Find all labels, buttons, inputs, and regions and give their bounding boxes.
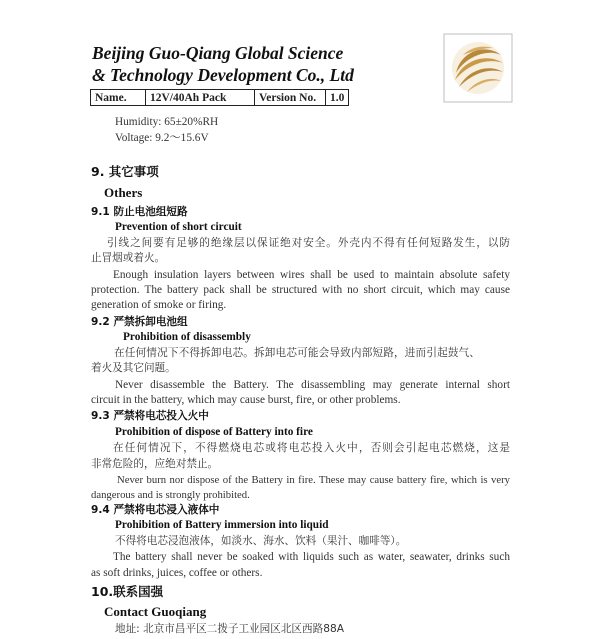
section-9-4-zh-line1: 不得将电芯浸泡液体，如淡水、海水、饮料（果汁、咖啡等）。 — [115, 535, 407, 547]
section-9-4-en-line2: as soft drinks, juices, coffee or others. — [91, 567, 263, 579]
section-9-3-en-line2: dangerous and is strongly prohibited. — [91, 489, 250, 501]
section-9-2-zh-line1: 在任何情况下不得拆卸电芯。拆卸电芯可能会导致内部短路，进而引起鼓气、 — [114, 347, 480, 359]
section-9-3-title: 9.3 严禁将电芯投入火中 — [91, 410, 209, 422]
name-label: Name. — [91, 90, 146, 106]
section-9-3-zh-line2: 非常危险的，应绝对禁止。 — [91, 458, 219, 470]
company-name-line1: Beijing Guo-Qiang Global Science — [92, 43, 344, 63]
name-value: 12V/40Ah Pack — [146, 90, 255, 106]
section-9-3-zh-line1: 在任何情况下，不得燃烧电芯或将电芯投入火中，否则会引起电芯燃烧，这是 — [113, 442, 510, 454]
company-name — [92, 42, 354, 86]
section-9-1-zh-line2: 止冒烟或着火。 — [91, 252, 166, 264]
section-9-2-en-line2: circuit in the battery, which may cause burst, fire, or other problems. — [91, 394, 401, 406]
section-9-4-en-line1: The battery shall never be soaked with liquids such as water, seawater, drinks such — [113, 551, 510, 563]
section-9-1-en-line3: generation of smoke or firing. — [91, 299, 227, 311]
section-9-4-en-title: Prohibition of Battery immersion into liquid — [115, 519, 329, 531]
section-9-1-en-line1: Enough insulation layers between wires shall be used to maintain absolute safety — [113, 269, 510, 281]
document-info-table — [90, 89, 349, 106]
section-9-1-en-title: Prevention of short circuit — [115, 221, 242, 233]
section-9-1-en-line2: protection. The battery pack shall be structured with no short circuit, which may cause — [91, 284, 510, 296]
section-9-2-zh-line2: 着火及其它问题。 — [91, 362, 176, 374]
company-logo-icon — [443, 33, 513, 103]
section-9-3-en-title: Prohibition of dispose of Battery into fire — [115, 426, 313, 438]
humidity-spec: Humidity: 65±20%RH — [115, 116, 219, 128]
section-10-subtitle: Contact Guoqiang — [104, 604, 207, 619]
section-9-2-en-line1: Never disassemble the Battery. The disassembling may generate internal short — [115, 379, 510, 391]
section-9-3-en-line1: Never burn nor dispose of the Battery in fire. These may cause battery fire, which is very — [117, 474, 510, 486]
section-9-1-title: 9.1 防止电池组短路 — [91, 206, 188, 218]
voltage-spec: Voltage: 9.2～15.6V — [115, 132, 209, 144]
version-value: 1.0 — [326, 90, 349, 106]
section-9-title: 9. 其它事项 — [91, 164, 159, 179]
section-10-title: 10.联系国强 — [91, 584, 164, 599]
version-label: Version No. — [255, 90, 326, 106]
section-9-2-title: 9.2 严禁拆卸电池组 — [91, 316, 188, 328]
contact-address: 地址: 北京市昌平区二拨子工业园区北区西路88A — [115, 623, 344, 635]
section-9-subtitle: Others — [104, 185, 143, 200]
section-9-4-title: 9.4 严禁将电芯浸入液体中 — [91, 504, 220, 516]
section-9-1-zh-line1: 引线之间要有足够的绝缘层以保证绝对安全。外壳内不得有任何短路发生，以防 — [107, 237, 510, 249]
section-9-2-en-title: Prohibition of disassembly — [123, 331, 251, 343]
company-name-line2: & Technology Development Co., Ltd — [92, 65, 354, 85]
